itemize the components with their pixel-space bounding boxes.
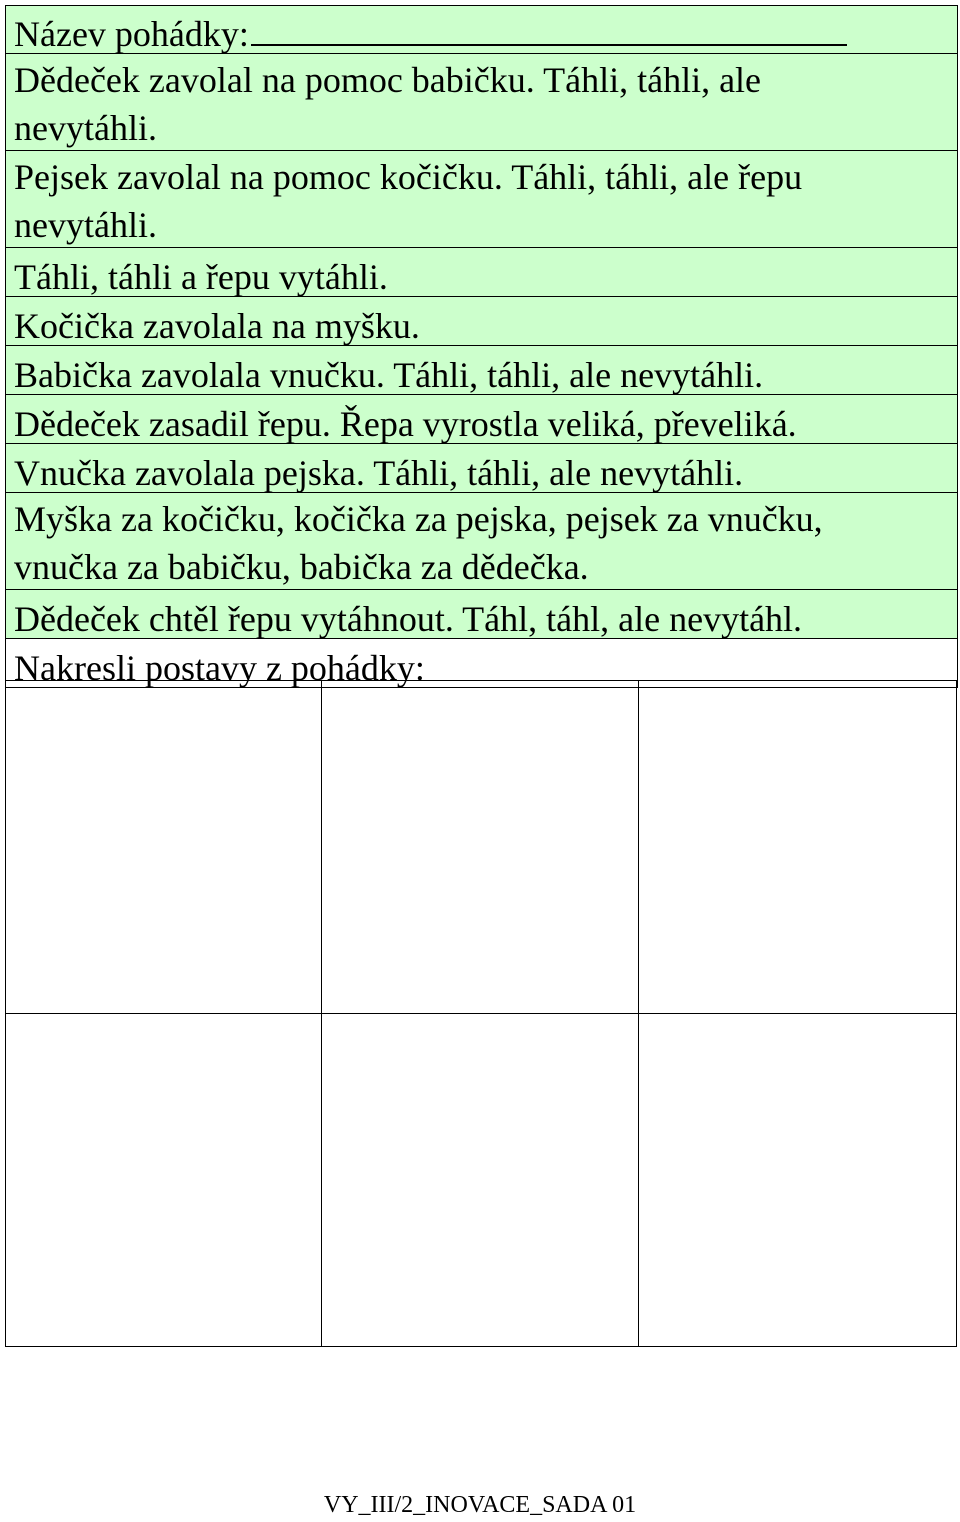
story-row-3-text: Táhli, táhli a řepu vytáhli. <box>14 257 388 297</box>
drawing-box-1[interactable] <box>6 680 322 1013</box>
story-row-5[interactable] <box>6 346 957 395</box>
story-row-2[interactable] <box>6 151 957 248</box>
story-row-9-text: Dědeček chtěl řepu vytáhnout. Táhl, táhl, ale nevytáhl. <box>14 599 803 639</box>
story-row-1-text: Dědeček zavolal na pomoc babičku. Táhli, táhli, ale nevytáhli. <box>14 60 762 148</box>
title-blank-line[interactable] <box>251 8 847 46</box>
story-row-1[interactable] <box>6 54 957 151</box>
story-row-3[interactable] <box>6 248 957 297</box>
story-row-7-text: Vnučka zavolala pejska. Táhli, táhli, ale nevytáhli. <box>14 453 744 493</box>
footer-code: VY_III/2_INOVACE_SADA 01 <box>323 1492 637 1518</box>
title-label: Název pohádky: <box>14 14 249 54</box>
drawing-box-2[interactable] <box>322 680 639 1013</box>
story-row-6-text: Dědeček zasadil řepu. Řepa vyrostla veliká, převeliká. <box>14 404 797 444</box>
drawing-box-4[interactable] <box>6 1013 322 1347</box>
drawing-box-6[interactable] <box>639 1013 957 1347</box>
story-row-9[interactable] <box>6 590 957 639</box>
story-row-6[interactable] <box>6 395 957 444</box>
title-row <box>6 6 957 54</box>
drawing-prompt: Nakresli postavy z pohádky: <box>14 648 425 688</box>
drawing-grid <box>5 680 956 1347</box>
story-row-5-text: Babička zavolala vnučku. Táhli, táhli, ale nevytáhli. <box>14 355 764 395</box>
story-table <box>5 5 958 688</box>
story-row-4[interactable] <box>6 297 957 346</box>
drawing-box-3[interactable] <box>639 680 957 1013</box>
story-row-2-text: Pejsek zavolal na pomoc kočičku. Táhli, táhli, ale řepu nevytáhli. <box>14 157 803 245</box>
story-row-7[interactable] <box>6 444 957 493</box>
drawing-box-5[interactable] <box>322 1013 639 1347</box>
story-row-8[interactable] <box>6 493 957 590</box>
story-row-4-text: Kočička zavolala na myšku. <box>14 306 420 346</box>
story-row-8-text: Myška za kočičku, kočička za pejska, pejsek za vnučku, vnučka za babičku, babička za dědečka. <box>14 499 823 587</box>
